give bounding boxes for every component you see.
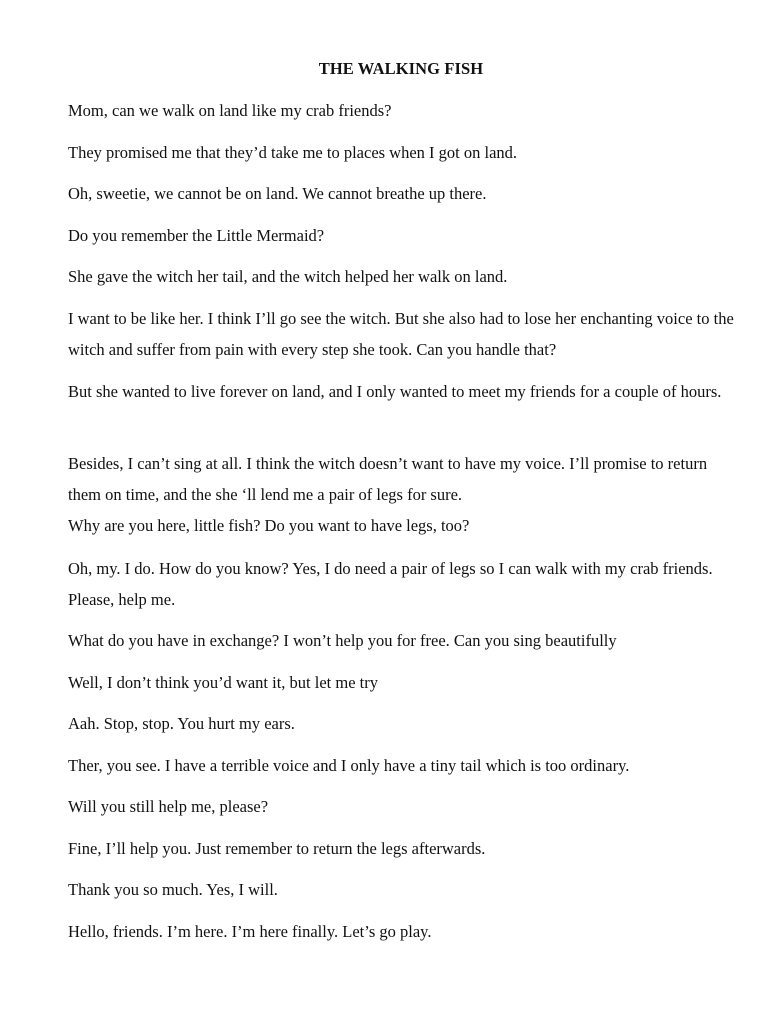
- paragraph: Well, I don’t think you’d want it, but let me try: [68, 673, 378, 692]
- paragraph: She gave the witch her tail, and the witch helped her walk on land.: [68, 267, 508, 286]
- paragraph: Besides, I can’t sing at all. I think the witch doesn’t want to have my voice. I’ll promise to return them on time, and the she ‘ll lend me a pair of legs for sure.: [68, 454, 708, 504]
- paragraph: Ther, you see. I have a terrible voice and I only have a tiny tail which is too ordinary.: [68, 756, 630, 775]
- paragraph: Mom, can we walk on land like my crab friends?: [68, 101, 392, 120]
- paragraph: Oh, my. I do. How do you know? Yes, I do need a pair of legs so I can walk with my crab friends. Please, help me.: [68, 559, 713, 609]
- paragraph: Thank you so much. Yes, I will.: [68, 880, 278, 899]
- paragraph: Aah. Stop, stop. You hurt my ears.: [68, 714, 295, 733]
- paragraph: Hello, friends. I’m here. I’m here finally. Let’s go play.: [68, 922, 432, 941]
- paragraph: I want to be like her. I think I’ll go see the witch. But she also had to lose her enchanting voice to the witch and suffer from pain with every step she took. Can you handle that?: [68, 309, 734, 359]
- paragraph: Why are you here, little fish? Do you want to have legs, too?: [68, 516, 470, 535]
- paragraph: Do you remember the Little Mermaid?: [68, 226, 325, 245]
- document-title: THE WALKING FISH: [318, 59, 484, 78]
- paragraph: But she wanted to live forever on land, and I only wanted to meet my friends for a couple of hours.: [68, 382, 722, 401]
- paragraph: Fine, I’ll help you. Just remember to return the legs afterwards.: [68, 839, 486, 858]
- paragraph: They promised me that they’d take me to places when I got on land.: [68, 143, 518, 162]
- paragraph: Will you still help me, please?: [68, 797, 269, 816]
- paragraph: What do you have in exchange? I won’t help you for free. Can you sing beautifully: [68, 631, 617, 650]
- paragraph: Oh, sweetie, we cannot be on land. We cannot breathe up there.: [68, 184, 487, 203]
